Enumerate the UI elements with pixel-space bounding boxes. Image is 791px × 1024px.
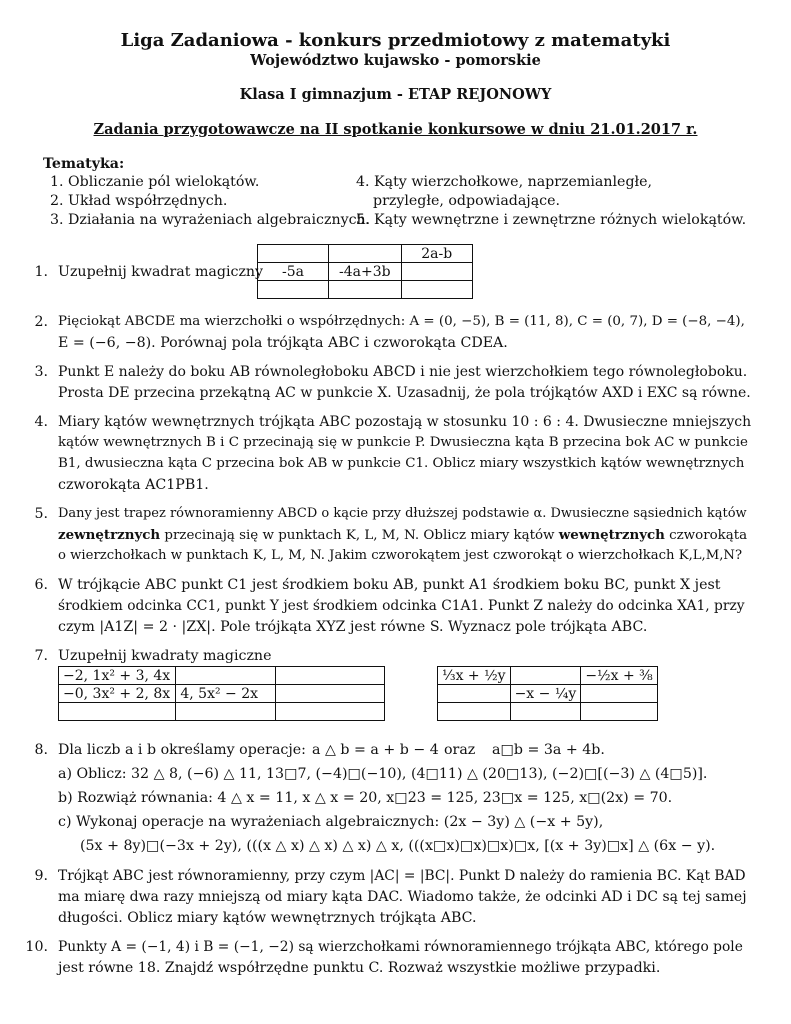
topic-item: przyległe, odpowiadające.	[373, 193, 561, 209]
topics-label: Tematyka:	[43, 156, 125, 172]
task-9-line: Trójkąt ABC jest równoramienny, przy czym |AC| = |BC|. Punkt D należy do ramienia BC. Kąt BAD	[58, 868, 746, 884]
grid-cell[interactable]: -5a	[258, 263, 329, 281]
task-number: 5.	[34, 506, 48, 522]
task-5-line: o wierzchołkach w punktach K, L, M, N. Jakim czworokątem jest czworokąt o wierzchołkach K,L,M,N?	[58, 548, 743, 563]
task-number: 9.	[34, 868, 48, 884]
task-9-line: długości. Oblicz miary kątów wewnętrznych trójkąta ABC.	[58, 910, 477, 926]
grid-cell[interactable]: -4a+3b	[329, 263, 401, 281]
subtitle-text: Zadania przygotowawcze na II spotkanie konkursowe w dniu 21.01.2017 r.	[93, 121, 698, 138]
task-10-line: jest równe 18. Znajdź współrzędne punktu C. Rozważ wszystkie możliwe przypadki.	[58, 960, 661, 976]
task-number: 4.	[34, 414, 48, 430]
task-4-line: B1, dwusieczna kąta C przecina bok AB w punkcie C1. Oblicz miary wszystkich kątów wewnętrznych	[58, 456, 745, 471]
document-title: Liga Zadaniowa - konkurs przedmiotowy z matematyki	[120, 30, 671, 51]
topic-item: 3. Działania na wyrażeniach algebraicznych.	[50, 212, 371, 228]
text-span: przecinają się w punktach K, L, M, N. Oblicz miary kątów	[160, 528, 559, 543]
task-8-intro: Dla liczb a i b określamy operacje:	[58, 742, 306, 758]
grid-cell[interactable]	[401, 263, 473, 281]
task-4-line: Miary kątów wewnętrznych trójkąta ABC pozostają w stosunku 10 : 6 : 4. Dwusieczne mniejszych	[58, 414, 752, 430]
task-6-line: W trójkącie ABC punkt C1 jest środkiem boku AB, punkt A1 środkiem boku BC, punkt X jest	[58, 577, 721, 593]
operation-or: oraz	[444, 742, 476, 758]
task-6-line: środkiem odcinka CC1, punkt Y jest środkiem odcinka C1A1. Punkt Z należy do odcinka XA1, przy	[58, 598, 745, 614]
grid-cell[interactable]	[329, 245, 401, 263]
grid-cell[interactable]	[275, 667, 384, 685]
grid-cell[interactable]: 2a-b	[401, 245, 473, 263]
grid-cell[interactable]	[581, 685, 657, 703]
task-8-part-a: a) Oblicz: 32 △ 8, (−6) △ 11, 13□7, (−4)□(−10), (4□11) △ (20□13), (−2)□[(−3) △ (4□5)].	[58, 766, 708, 782]
grid-cell[interactable]: −0, 3x² + 2, 8x	[59, 685, 176, 703]
task-2-line: Pięciokąt ABCDE ma wierzchołki o współrzędnych: A = (0, −5), B = (11, 8), C = (0, 7), D = (−8, −4),	[58, 314, 745, 329]
class-label: Klasa I gimnazjum - ETAP REJONOWY	[239, 86, 552, 103]
magic-square-1	[257, 244, 473, 299]
topic-item: 1. Obliczanie pól wielokątów.	[50, 174, 260, 190]
grid-cell[interactable]	[258, 245, 329, 263]
task-number: 10.	[25, 939, 48, 955]
grid-cell[interactable]	[329, 281, 401, 299]
task-4-line: kątów wewnętrznych B i C przecinają się w punkcie P. Dwusieczna kąta B przecina bok AC w punkcie	[58, 435, 748, 450]
operation-1: a △ b = a + b − 4	[312, 742, 439, 758]
task-8-part-c: c) Wykonaj operacje na wyrażeniach algebraicznych: (2x − 3y) △ (−x + 5y),	[58, 814, 604, 830]
text-span: czworokąta	[664, 528, 748, 543]
grid-cell[interactable]: −½x + ⅜	[581, 667, 657, 685]
task-9-line: ma miarę dwa razy mniejszą od miary kąta DAC. Wiadomo także, że odcinki AD i DC są tej samej	[58, 889, 747, 905]
task-8-part-b: b) Rozwiąż równania: 4 △ x = 11, x △ x = 20, x□23 = 125, 23□x = 125, x□(2x) = 70.	[58, 790, 673, 806]
grid-cell[interactable]	[401, 281, 473, 299]
topic-item: 5. Kąty wewnętrzne i zewnętrzne różnych wielokątów.	[356, 212, 747, 228]
task-6-line: czym |A1Z| = 2 · |ZX|. Pole trójkąta XYZ jest równe S. Wyznacz pole trójkąta ABC.	[58, 619, 648, 635]
task-2-line: E = (−6, −8). Porównaj pola trójkąta ABC i czworokąta CDEA.	[58, 335, 508, 351]
grid-cell[interactable]	[438, 685, 511, 703]
task-5-line: Dany jest trapez równoramienny ABCD o kącie przy dłuższej podstawie α. Dwusieczne sąsiednich kątów	[58, 506, 747, 521]
grid-cell[interactable]: ⅓x + ½y	[438, 667, 511, 685]
task-3-line: Punkt E należy do boku AB równoległoboku ABCD i nie jest wierzchołkiem tego równoległoboku.	[58, 364, 748, 380]
grid-cell[interactable]	[176, 703, 275, 721]
emphasis-text: zewnętrznych	[58, 527, 161, 543]
topic-item: 4. Kąty wierzchołkowe, naprzemianległe,	[356, 174, 653, 190]
task-5-line	[58, 527, 747, 543]
grid-cell[interactable]	[438, 703, 511, 721]
task-10-line: Punkty A = (−1, 4) i B = (−1, −2) są wierzchołkami równoramiennego trójkąta ABC, którego pole	[58, 939, 743, 955]
grid-cell[interactable]	[581, 703, 657, 721]
grid-cell[interactable]: −2, 1x² + 3, 4x	[59, 667, 176, 685]
grid-cell[interactable]	[275, 703, 384, 721]
task-number: 6.	[34, 577, 48, 593]
task-number: 3.	[34, 364, 48, 380]
topic-item: 2. Układ współrzędnych.	[50, 193, 228, 209]
task-4-line: czworokąta AC1PB1.	[58, 477, 209, 493]
grid-cell[interactable]	[258, 281, 329, 299]
grid-cell[interactable]: 4, 5x² − 2x	[176, 685, 275, 703]
task-number: 7.	[34, 648, 48, 664]
grid-cell[interactable]	[510, 667, 581, 685]
grid-cell[interactable]: −x − ¼y	[510, 685, 581, 703]
task-8-part-c-cont: (5x + 8y)□(−3x + 2y), (((x △ x) △ x) △ x) △ x, (((x□x)□x)□x)□x, [(x + 3y)□x] △ (6x − y).	[80, 838, 716, 854]
grid-cell[interactable]	[176, 667, 275, 685]
subtitle	[0, 121, 791, 138]
magic-square-3	[437, 666, 658, 721]
region-label: Województwo kujawsko - pomorskie	[250, 52, 541, 69]
grid-cell[interactable]	[275, 685, 384, 703]
task-3-line: Prosta DE przecina przekątną AC w punkcie X. Uzasadnij, że pola trójkątów AXD i EXC są równe.	[58, 385, 751, 401]
operation-2: a□b = 3a + 4b.	[492, 742, 605, 758]
task-number: 8.	[34, 742, 48, 758]
task-number: 2.	[34, 314, 48, 330]
grid-cell[interactable]	[59, 703, 176, 721]
magic-square-2	[58, 666, 385, 721]
task-7-text: Uzupełnij kwadraty magiczne	[58, 648, 272, 664]
emphasis-text: wewnętrznych	[558, 527, 665, 543]
task-1-text: Uzupełnij kwadrat magiczny	[58, 264, 264, 280]
task-number: 1.	[34, 264, 48, 280]
grid-cell[interactable]	[510, 703, 581, 721]
